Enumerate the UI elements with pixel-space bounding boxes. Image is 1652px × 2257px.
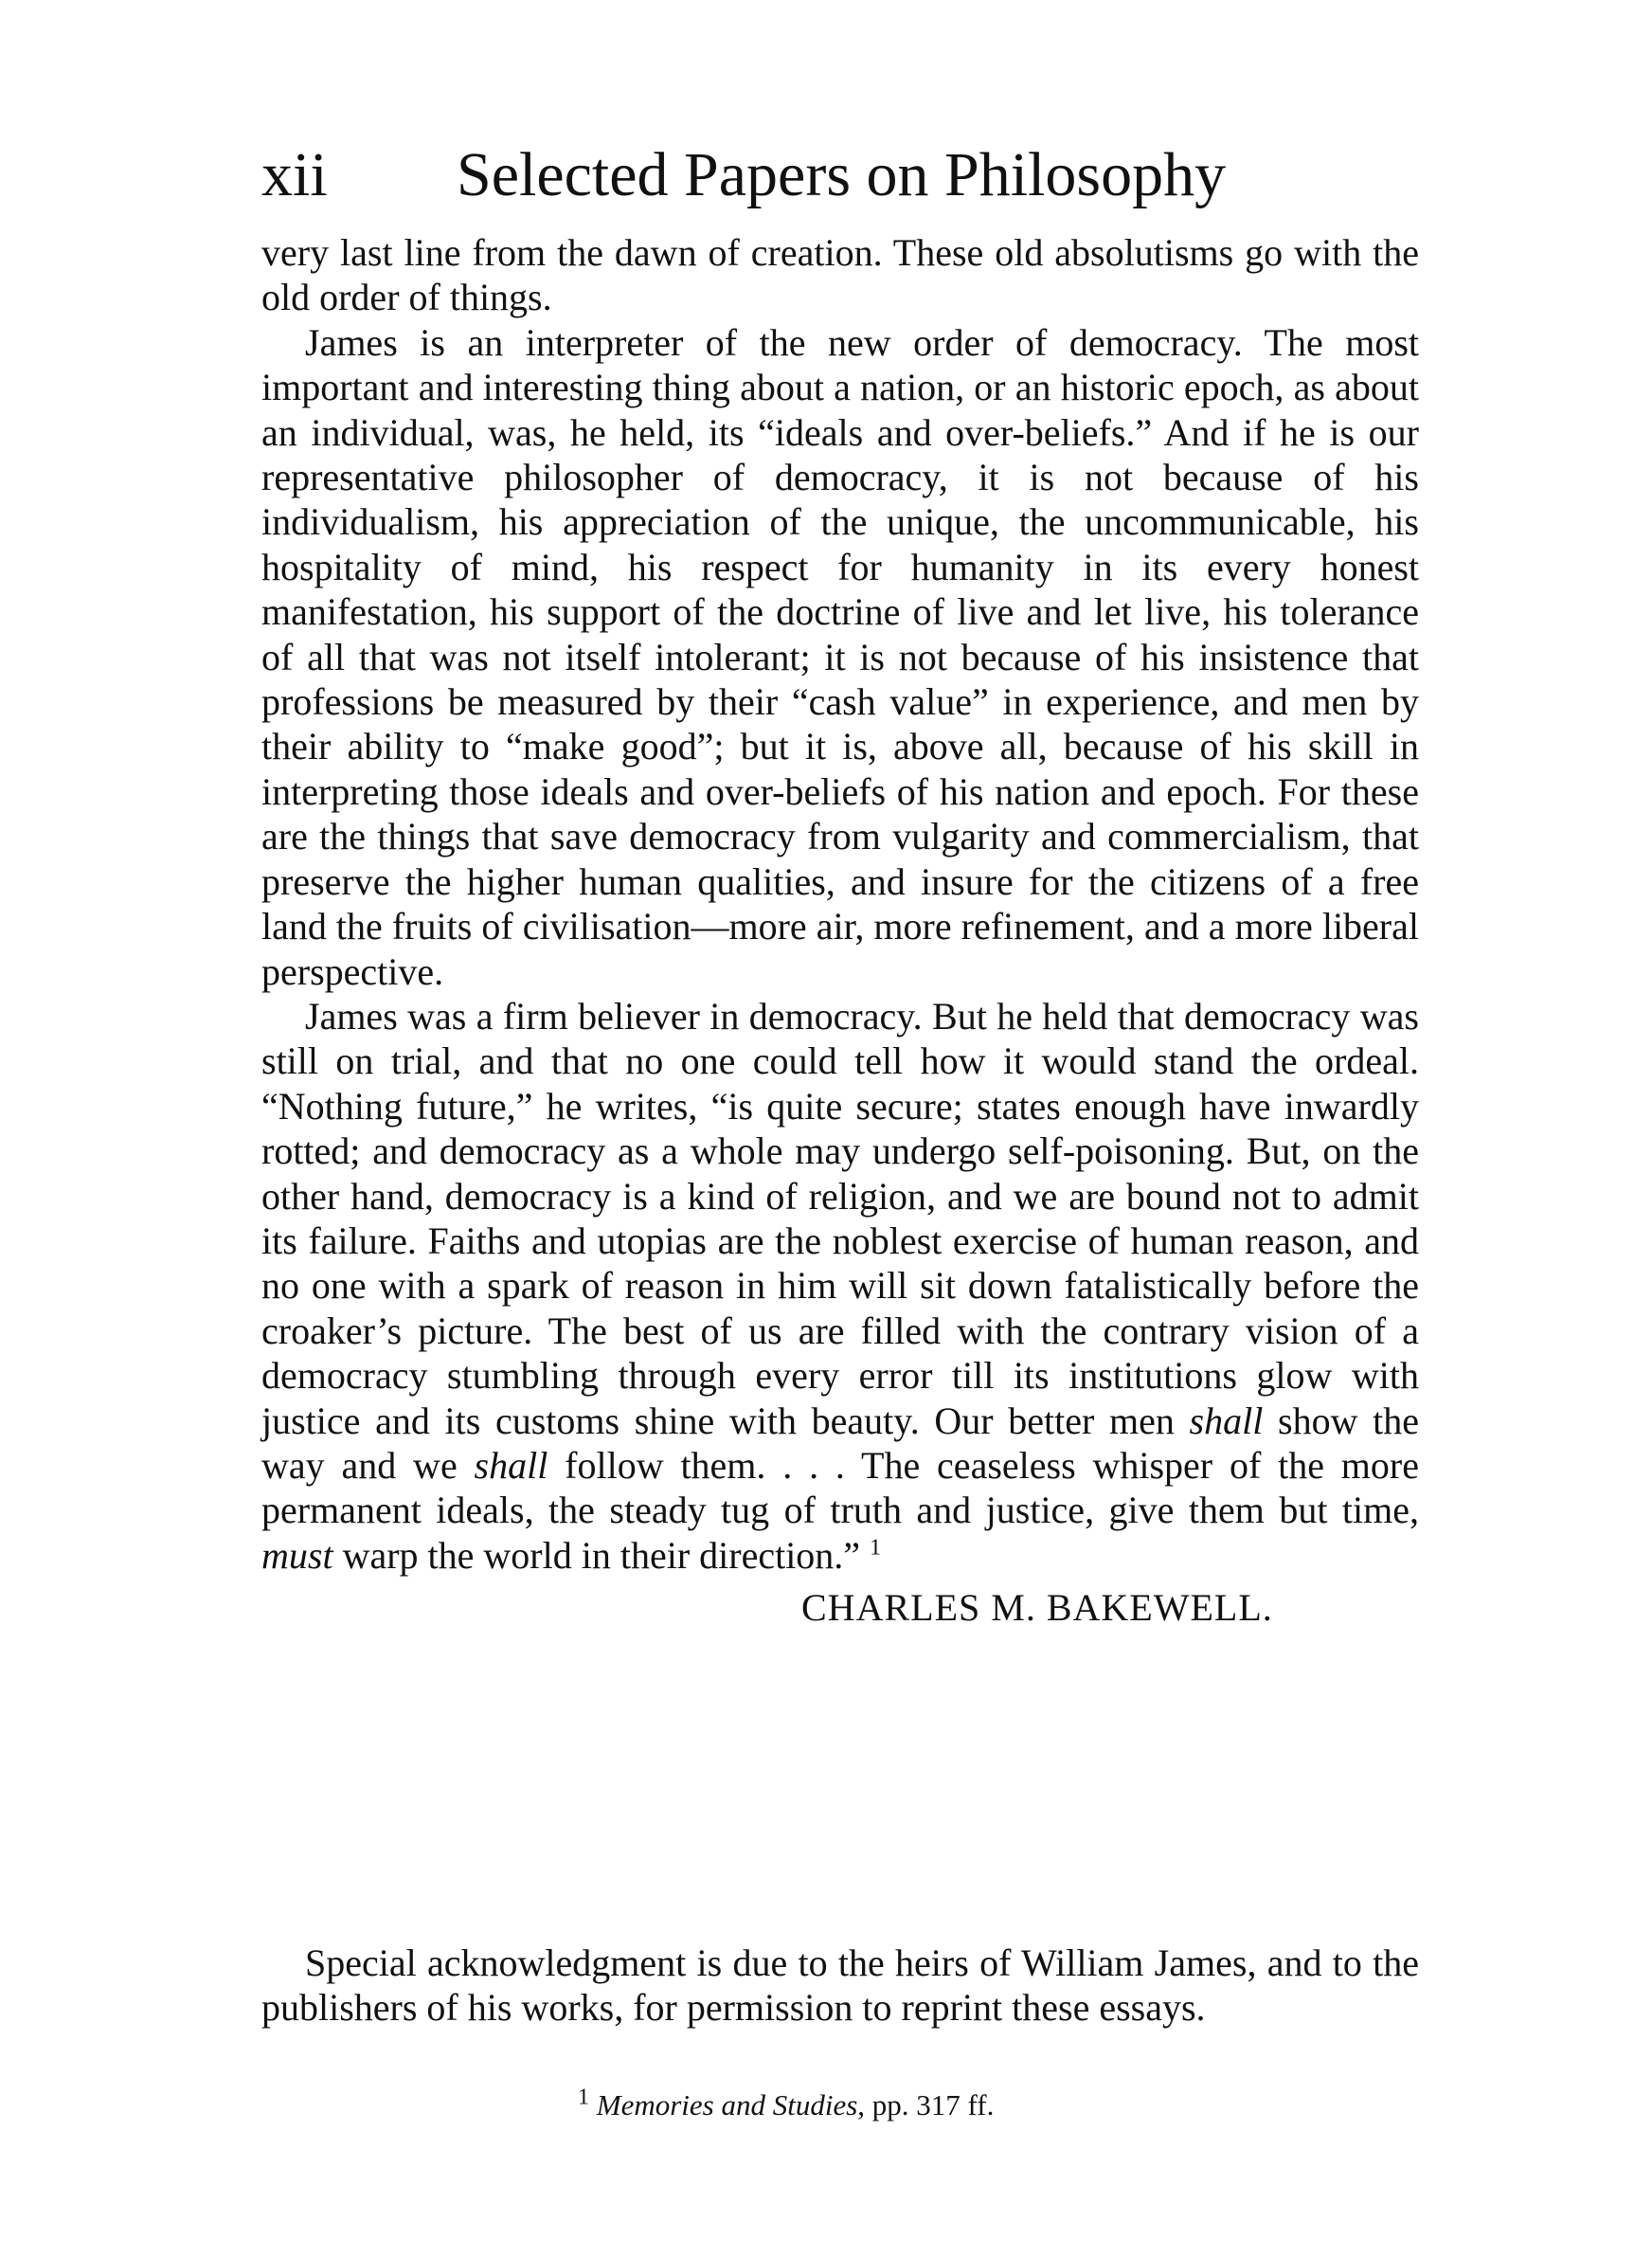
paragraph-continuation: very last line from the dawn of creation. These old absolutisms go with the old order of things. (261, 231, 1419, 319)
page-number: xii (261, 140, 328, 209)
author-signature: CHARLES M. BAKEWELL. (801, 1586, 1273, 1630)
paragraph-text: follow them. . . . The ceaseless whisper of the more permanent ideals, the steady tug of truth and justice, give them but time, (261, 1443, 1419, 1532)
footnote-marker: 1 (578, 2085, 589, 2110)
body-text (261, 230, 1419, 1636)
italic-shall: shall (474, 1443, 548, 1487)
paragraph-democracy-believer (261, 994, 1419, 1578)
paragraph-democracy-interpreter: James is an interpreter of the new order of democracy. The most important and interesting thing about a nation, or an historic epoch, as about an individual, was, he held, its “ideals and over-beliefs.” And if he is our representative philosopher of democracy, it is not because of his individualism, his appreciation of the unique, the uncommunicable, his hospitality of mind, his respect for humanity in its every honest manifestation, his support of the doctrine of live and let live, his tolerance of all that was not itself intolerant; it is not because of his insistence that professions be measured by their “cash value” in experience, and men by their ability to “make good”; but it is, above all, because of his skill in interpreting those ideals and over-beliefs of his nation and epoch. For these are the things that save democracy from vulgarity and commercialism, that preserve the higher human qualities, and insure for the citizens of a free land the fruits of civilisation—more air, more refinement, and a more liberal perspective. (261, 320, 1419, 993)
footnote-source-title: Memories and Studies (596, 2088, 858, 2122)
running-title: Selected Papers on Philosophy (457, 140, 1227, 209)
running-head (261, 133, 1417, 218)
acknowledgment (261, 1941, 1419, 2031)
italic-must: must (261, 1533, 333, 1577)
footnote (578, 2086, 1336, 2124)
acknowledgment-text: Special acknowledgment is due to the heirs of William James, and to the publishers of his works, for permission to reprint these essays. (261, 1941, 1419, 2030)
footnote-reference: 1 (870, 1535, 882, 1561)
paragraph-text: show the way and we (261, 1399, 1419, 1487)
paragraph-text: warp the world in their direction.” (332, 1533, 861, 1577)
paragraph-text: James was a firm believer in democracy. But he held that democracy was still on trial, and that no one could tell how it would stand the ordeal. “Nothing future,” he writes, “is quite secure; states enough have inwardly rotted; and democracy as a whole may undergo self-poisoning. But, on the other hand, democracy is a kind of religion, and we are bound not to admit its failure. Faiths and utopias are the noblest exercise of human reason, and no one with a spark of reason in him will sit down fatalistically before the croaker’s picture. The best of us are filled with the contrary vision of a democracy stumbling through every error till its institutions glow with justice and its customs shine with beauty. Our better men (261, 994, 1419, 1442)
italic-shall: shall (1189, 1399, 1264, 1442)
footnote-pages: , pp. 317 ff. (857, 2088, 995, 2122)
